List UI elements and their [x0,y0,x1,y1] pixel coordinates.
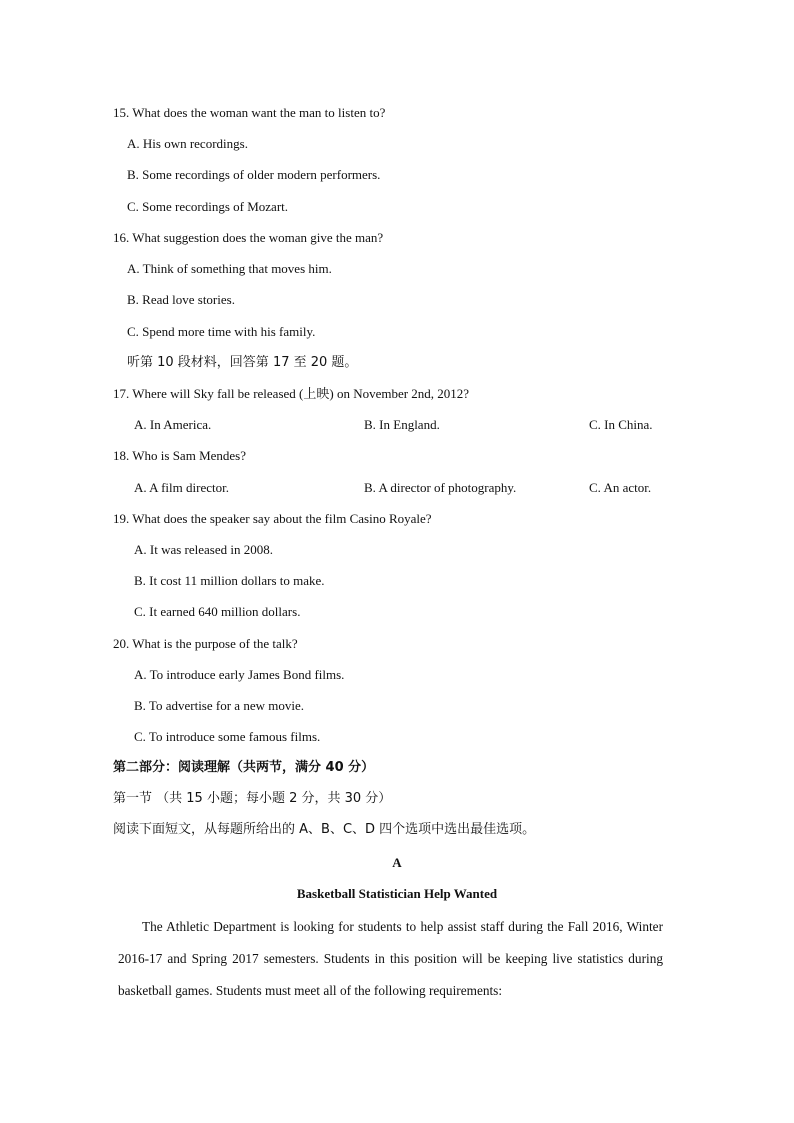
question-18-stem: 18. Who is Sam Mendes? [113,448,246,463]
passage-paragraph: The Athletic Department is looking for students to help assist staff during the Fall 2016, Winter 2016-17 and Spring 2017 semesters. Students in this position will be keeping live statistics during basketball games. Students must meet all of the following requirements: [118,919,663,998]
question-17-stem: 17. Where will Sky fall be released (上映) on November 2nd, 2012? [113,386,470,401]
question-18-option-c: C. An actor. [589,480,652,495]
section2-part1-heading: 第一节 （共 15 小题；每小题 2 分，共 30 分） [113,791,392,806]
section2-title: 第二部分：阅读理解（共两节，满分 40 分） [113,760,375,775]
listening-instruction: 听第 10 段材料，回答第 17 至 20 题。 [127,355,358,370]
question-15-option-b: B. Some recordings of older modern performers. [127,167,381,182]
question-15-option-a: A. His own recordings. [127,136,248,151]
question-19-option-b: B. It cost 11 million dollars to make. [134,573,325,588]
question-18-option-b: B. A director of photography. [364,480,517,495]
question-17-option-b: B. In England. [364,417,440,432]
section2-instruction: 阅读下面短文，从每题所给出的 A、B、C、D 四个选项中选出最佳选项。 [113,822,536,837]
question-16-option-c: C. Spend more time with his family. [127,324,316,339]
passage-letter: A [392,855,402,870]
question-15-stem: 15. What does the woman want the man to listen to? [113,105,386,120]
question-20-option-b: B. To advertise for a new movie. [134,698,304,713]
question-18-option-a: A. A film director. [134,480,229,495]
question-19-option-c: C. It earned 640 million dollars. [134,604,301,619]
question-16-option-b: B. Read love stories. [127,292,235,307]
question-16-option-a: A. Think of something that moves him. [127,261,332,276]
passage-title: Basketball Statistician Help Wanted [296,886,498,901]
question-20-option-c: C. To introduce some famous films. [134,729,321,744]
question-16-stem: 16. What suggestion does the woman give the man? [113,230,384,245]
question-19-option-a: A. It was released in 2008. [134,542,273,557]
question-15-option-c: C. Some recordings of Mozart. [127,199,289,214]
question-20-option-a: A. To introduce early James Bond films. [134,667,345,682]
question-17-option-a: A. In America. [134,417,212,432]
question-17-option-c: C. In China. [589,417,653,432]
question-19-stem: 19. What does the speaker say about the film Casino Royale? [113,511,432,526]
question-20-stem: 20. What is the purpose of the talk? [113,636,298,651]
